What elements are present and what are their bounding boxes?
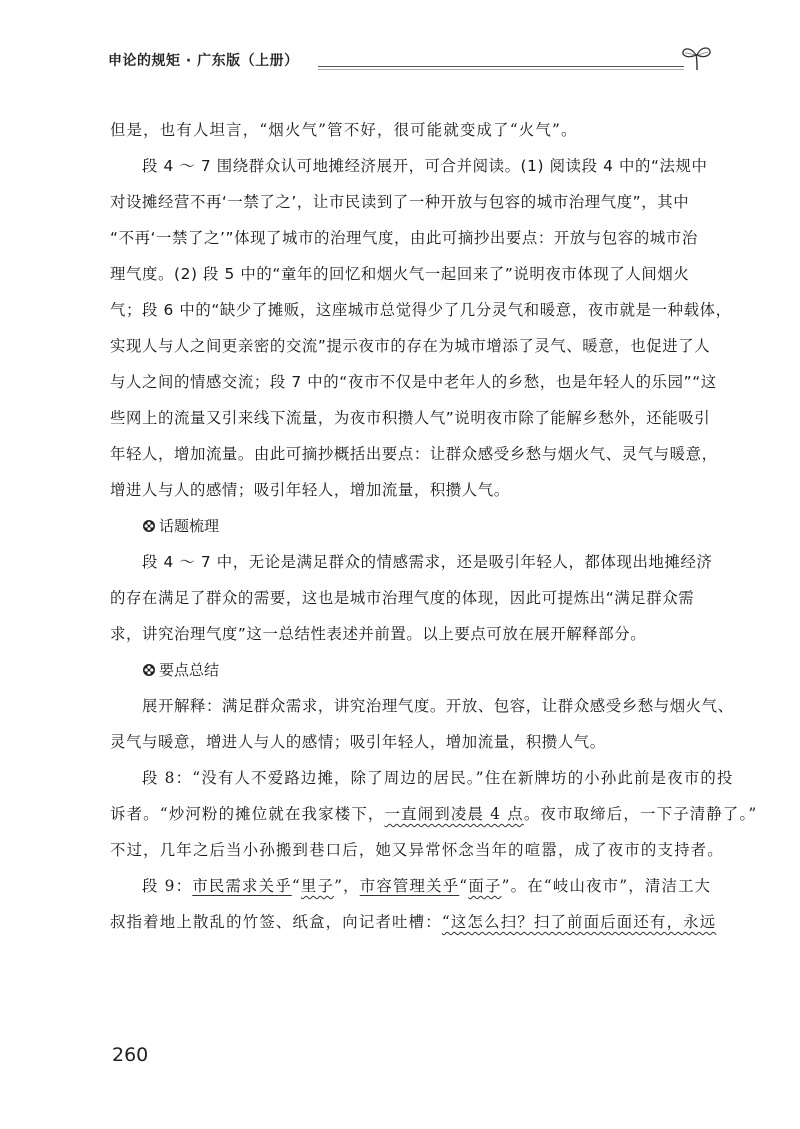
flower-bullet-icon — [142, 663, 156, 677]
text-line: 与人之间的情感交流；段 7 中的“夜市不仅是中老年人的乡愁，也是年轻人的乐园”“这 — [110, 373, 717, 391]
text-line: 段 8：“没有人不爱路边摊，除了周边的居民。”住在新牌坊的小孙此前是夜市的投 — [142, 769, 734, 787]
text-run: 叔指着地上散乱的竹签、纸盒，向记者吐槽： — [110, 913, 442, 931]
text-run: “ — [459, 877, 469, 895]
text-line: 些网上的流量又引来线下流量，为夜市积攒人气”说明夜市除了能解乡愁外，还能吸引 — [110, 409, 711, 427]
flower-bullet-icon — [142, 519, 156, 533]
text-line: 展开解释：满足群众需求，讲究治理气度。开放、包容，让群众感受乡愁与烟火气、 — [142, 697, 734, 715]
text-run: 段 9： — [142, 877, 193, 895]
text-line — [110, 912, 716, 932]
text-line: 段 4 ～ 7 中，无论是满足群众的情感需求，还是吸引年轻人，都体现出地摊经济 — [142, 553, 713, 571]
text-line — [110, 804, 757, 824]
wavy-underlined-phrase: 面子 — [468, 877, 502, 895]
text-line — [142, 876, 711, 896]
text-line: 段 4 ～ 7 围绕群众认可地摊经济展开，可合并阅读。(1) 阅读段 4 中的“法规中 — [142, 157, 708, 175]
text-line: 不过，几年之后当小孙搬到巷口后，她又异常怀念当年的喧嚣，成了夜市的支持者。 — [110, 841, 724, 859]
underlined-phrase: 市民需求关乎 — [192, 877, 292, 895]
text-line: 求，讲究治理气度”这一总结性表述并前置。以上要点可放在展开解释部分。 — [110, 625, 647, 643]
section-title: 话题梳理 — [159, 517, 220, 535]
header-rule-fine — [318, 69, 684, 70]
wavy-underlined-phrase: 里子 — [300, 877, 335, 895]
section-heading-summary — [142, 660, 219, 680]
text-run: ”， — [334, 877, 360, 895]
text-run: 诉者。“炒河粉的摊位就在我家楼下， — [110, 805, 385, 823]
text-line: “不再‘一禁了之’”体现了城市的治理气度，由此可摘抄出要点：开放与包容的城市治 — [110, 229, 698, 247]
section-heading-topic — [142, 516, 219, 536]
text-line: 理气度。(2) 段 5 中的“童年的回忆和烟火气一起回来了”说明夜市体现了人间烟火 — [110, 265, 690, 283]
sprout-icon — [680, 42, 714, 72]
text-line: 但是，也有人坦言，“烟火气”管不好，很可能就变成了“火气”。 — [110, 121, 578, 139]
text-line: 实现人与人之间更亲密的交流”提示夜市的存在为城市增添了灵气、暖意，也促进了人 — [110, 337, 711, 355]
text-line: 气；段 6 中的“缺少了摊贩，这座城市总觉得少了几分灵气和暖意，夜市就是一种载体， — [110, 301, 732, 319]
header-rule — [318, 66, 684, 67]
text-run: “ — [291, 877, 301, 895]
page-number: 260 — [112, 1044, 149, 1066]
section-title: 要点总结 — [159, 661, 220, 679]
text-line: 灵气与暖意，增进人与人的感情；吸引年轻人，增加流量，积攒人气。 — [110, 733, 606, 751]
text-line: 对设摊经营不再‘一禁了之’，让市民读到了一种开放与包容的城市治理气度”，其中 — [110, 193, 690, 211]
running-header — [108, 42, 708, 76]
wavy-underlined-phrase: 一直闹到凌晨 4 点 — [384, 805, 524, 823]
text-line: 年轻人，增加流量。由此可摘抄概括出要点：让群众感受乡愁与烟火气、灵气与暖意， — [110, 445, 718, 463]
wavy-underlined-phrase: “这怎么扫？扫了前面后面还有，永远 — [441, 913, 717, 931]
text-line: 增进人与人的感情；吸引年轻人，增加流量，积攒人气。 — [110, 481, 510, 499]
text-line: 的存在满足了群众的需要，这也是城市治理气度的体现，因此可提炼出“满足群众需 — [110, 589, 695, 607]
book-title: 申论的规矩 · 广东版（上册） — [108, 53, 299, 69]
text-run: 。夜市取缔后，一下子清静了。” — [523, 805, 758, 823]
underlined-phrase: 市容管理关乎 — [359, 877, 460, 895]
text-run: ”。在“岐山夜市”，清洁工大 — [501, 877, 712, 895]
